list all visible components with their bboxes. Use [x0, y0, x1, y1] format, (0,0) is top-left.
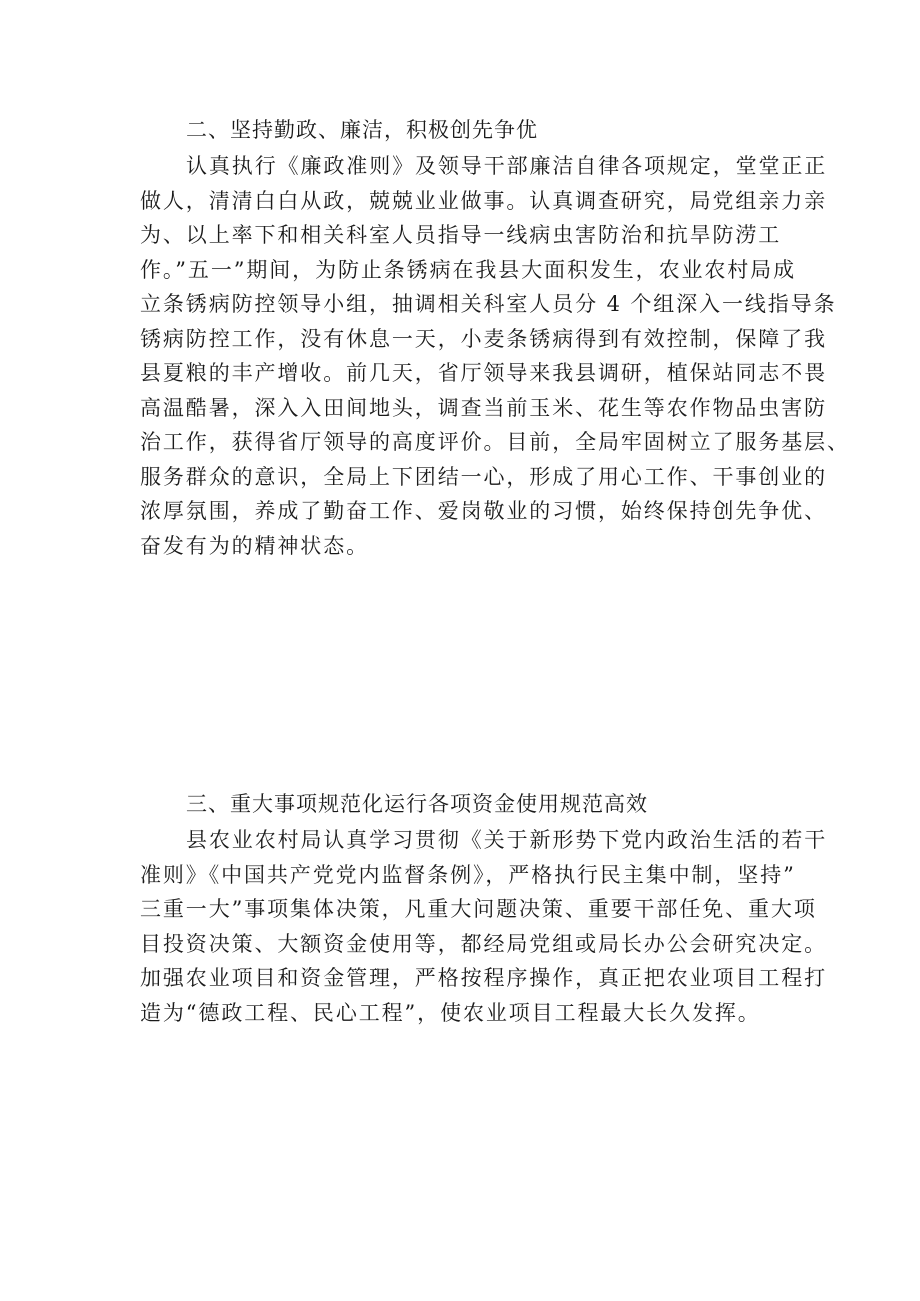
paragraph-line: 三重一大”事项集体决策，凡重大问题决策、重要干部任免、重大项 [140, 897, 817, 921]
paragraph-line: 作。”五一”期间，为防止条锈病在我县大面积发生，农业农村局成 [140, 257, 796, 282]
paragraph-line: 加强农业项目和资金管理，严格按程序操作，真正把农业项目工程打 [140, 966, 827, 990]
paragraph-line: 造为“德政工程、民心工程”，使农业项目工程最大长久发挥。 [140, 1000, 761, 1025]
paragraph-line: 目投资决策、大额资金使用等，都经局党组或局长办公会研究决定。 [140, 931, 827, 956]
section-paragraph [140, 149, 850, 563]
section-paragraph [140, 823, 828, 1030]
paragraph-line: 浓厚氛围，养成了勤奋工作、爱岗敬业的习惯，始终保持创先争优、 [140, 499, 827, 523]
paragraph-line: 认真执行《廉政准则》及领导干部廉洁自律各项规定，堂堂正正 [186, 154, 828, 178]
paragraph-line: 为、以上率下和相关科室人员指导一线病虫害防治和抗旱防涝工 [140, 223, 782, 247]
paragraph-line: 做人，清清白白从政，兢兢业业做事。认真调查研究，局党组亲力亲 [140, 188, 827, 213]
paragraph-line: 高温酷暑，深入入田间地头，调查当前玉米、花生等农作物品虫害防 [140, 395, 827, 420]
section-heading: 二、坚持勤政、廉洁，积极创先争优 [186, 118, 538, 142]
paragraph-line: 准则》《中国共产党党内监督条例》，严格执行民主集中制，坚持” [140, 862, 796, 887]
paragraph-line: 立条锈病防控领导小组，抽调相关科室人员分 4 个组深入一线指导条 [140, 292, 837, 316]
paragraph-line: 治工作，获得省厅领导的高度评价。目前，全局牢固树立了服务基层、 [140, 430, 850, 454]
section-heading: 三、重大事项规范化运行各项资金使用规范高效 [186, 792, 648, 816]
paragraph-line: 服务群众的意识，全局上下团结一心，形成了用心工作、干事创业的 [140, 464, 827, 489]
paragraph-line: 锈病防控工作，没有休息一天，小麦条锈病得到有效控制，保障了我 [140, 326, 827, 351]
paragraph-line: 县农业农村局认真学习贯彻《关于新形势下党内政治生活的若干 [186, 828, 828, 852]
section-major-matters [140, 787, 828, 1030]
paragraph-line: 县夏粮的丰产增收。前几天，省厅领导来我县调研，植保站同志不畏 [140, 361, 827, 385]
paragraph-line: 奋发有为的精神状态。 [140, 533, 369, 558]
section-diligence-integrity [140, 113, 850, 563]
